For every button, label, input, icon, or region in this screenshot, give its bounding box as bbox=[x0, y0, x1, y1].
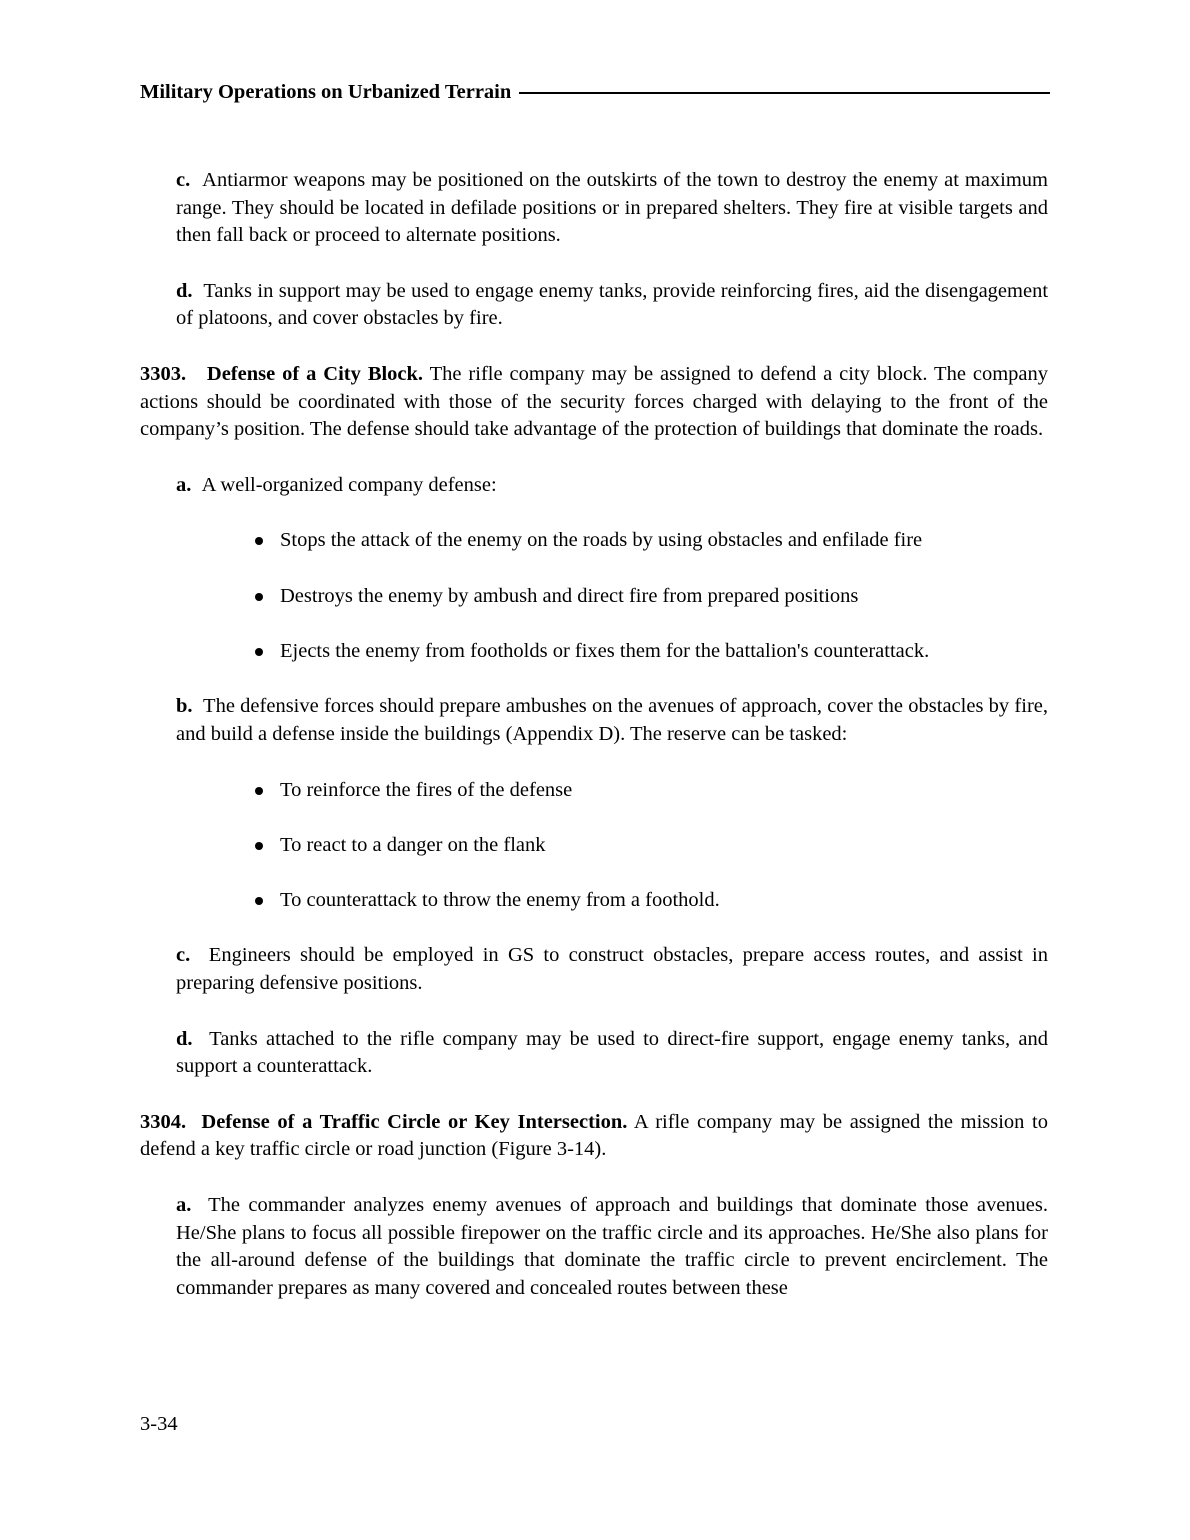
list-item bbox=[280, 638, 1040, 666]
paragraph-text: The commander analyzes enemy avenues of approach and buildings that dominate those avenues. He/She plans to focus all possible firepower on the traffic circle and its approaches. He/She also plans for the all-around defense of the buildings that dominate the traffic circle to prevent encirclement. The commander prepares as many covered and concealed routes between these bbox=[176, 1194, 1049, 1299]
paragraph-label: a. bbox=[176, 473, 192, 496]
paragraph-text: Antiarmor weapons may be positioned on the outskirts of the town to destroy the enemy at maximum range. They should be located in defilade positions or in prepared shelters. They fire at visible targets and then fall back or proceed to alternate positions. bbox=[176, 169, 1049, 247]
bullet-list-company-defense bbox=[0, 527, 1190, 665]
bullet-list-reserve-tasks bbox=[0, 777, 1190, 915]
bullet-icon bbox=[255, 593, 263, 601]
paragraph-d-tanks-support bbox=[176, 278, 1048, 333]
paragraph-label: c. bbox=[176, 169, 191, 191]
paragraph-label: a. bbox=[176, 1194, 192, 1217]
paragraph-text: Tanks in support may be used to engage enemy tanks, provide reinforcing fires, aid the disengagement of platoons, and cover obstacles by fire. bbox=[176, 279, 1049, 330]
section-3303 bbox=[140, 361, 1048, 444]
list-item bbox=[280, 832, 1040, 860]
section-text: The rifle company may be assigned to defend a city block. The company actions should be coordinated with those of the security forces charged with delaying to the front of the company’s position. The defense should take advantage of the protection of buildings that dominate the roads. bbox=[140, 362, 1048, 441]
paragraph-c-antiarmor bbox=[176, 167, 1048, 250]
paragraph-text: A well-organized company defense: bbox=[201, 473, 497, 496]
section-title: Defense of a Traffic Circle or Key Intersection. bbox=[201, 1110, 628, 1133]
paragraph-label: d. bbox=[176, 279, 193, 302]
list-item-text: To reinforce the fires of the defense bbox=[280, 778, 573, 801]
bullet-icon bbox=[255, 537, 263, 545]
paragraph-3303-c bbox=[176, 942, 1048, 997]
section-3304 bbox=[140, 1109, 1048, 1164]
body-text bbox=[0, 167, 1190, 1302]
paragraph-text: The defensive forces should prepare ambushes on the avenues of approach, cover the obstacles by fire, and build a defense inside the buildings (Appendix D). The reserve can be tasked: bbox=[176, 695, 1048, 745]
paragraph-label: b. bbox=[176, 695, 193, 718]
bullet-icon bbox=[255, 897, 263, 905]
header-title: Military Operations on Urbanized Terrain bbox=[140, 81, 512, 103]
list-item bbox=[280, 527, 1040, 555]
section-number: 3303. bbox=[140, 362, 187, 385]
page-number: 3-34 bbox=[140, 1413, 178, 1435]
bullet-icon bbox=[255, 648, 263, 656]
section-text: A rifle company may be assigned the mission to defend a key traffic circle or road junction (Figure 3-14). bbox=[140, 1110, 1048, 1161]
list-item-text: Destroys the enemy by ambush and direct fire from prepared positions bbox=[280, 584, 859, 607]
header-rule bbox=[519, 92, 1050, 94]
section-number: 3304. bbox=[140, 1110, 187, 1133]
list-item bbox=[280, 887, 1040, 915]
list-item-text: Stops the attack of the enemy on the roads by using obstacles and enfilade fire bbox=[280, 529, 923, 552]
paragraph-3303-d bbox=[176, 1026, 1048, 1081]
running-header bbox=[140, 78, 1050, 106]
paragraph-text: Engineers should be employed in GS to construct obstacles, prepare access routes, and assist in preparing defensive positions. bbox=[176, 944, 1048, 995]
paragraph-text: Tanks attached to the rifle company may be used to direct-fire support, engage enemy tanks, and support a counterattack. bbox=[176, 1027, 1049, 1078]
paragraph-3303-a bbox=[176, 472, 1048, 500]
paragraph-3304-a bbox=[176, 1192, 1048, 1302]
list-item bbox=[280, 583, 1040, 611]
bullet-icon bbox=[255, 787, 263, 795]
bullet-icon bbox=[255, 842, 263, 850]
paragraph-label: c. bbox=[176, 944, 191, 967]
list-item-text: To counterattack to throw the enemy from a foothold. bbox=[280, 888, 720, 911]
paragraph-label: d. bbox=[176, 1027, 193, 1050]
list-item-text: Ejects the enemy from footholds or fixes them for the battalion's counterattack. bbox=[280, 639, 930, 662]
section-title: Defense of a City Block. bbox=[206, 362, 424, 385]
paragraph-3303-b bbox=[176, 693, 1048, 748]
list-item bbox=[280, 777, 1040, 805]
list-item-text: To react to a danger on the flank bbox=[280, 833, 546, 856]
